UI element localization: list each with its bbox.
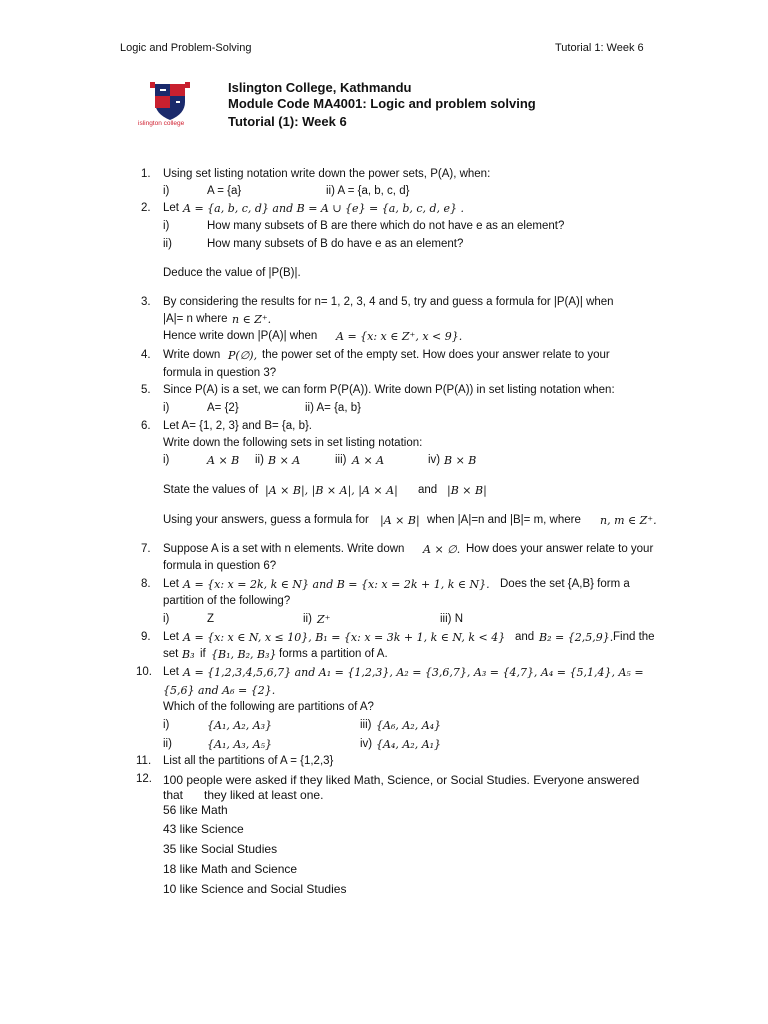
math-expression: A = {1,2,3,4,5,6,7} and A₁ = {1,2,3}, A₂ = {3,6,7}, A₃ = {4,7}, A₄ = {5,1,4}, A₅ =: [183, 666, 644, 679]
question-text: ii) A = {a, b, c, d}: [326, 185, 410, 197]
question-text: Since P(A) is a set, we can form P(P(A)). Write down P(P(A)) in set listing notation when:: [163, 384, 615, 396]
question-text: set: [163, 648, 179, 660]
question-text: that: [163, 788, 184, 802]
math-expression: {A₆, A₂, A₄}: [376, 719, 442, 732]
question-text: iii): [335, 454, 347, 466]
question-text: iii) N: [440, 613, 463, 625]
math-expression: {B₁, B₂, B₃}: [211, 648, 277, 661]
question-text: if: [200, 648, 206, 660]
question-number: 6.: [141, 420, 151, 432]
math-expression: |A × B|: [380, 514, 420, 527]
question-text: State the values of: [163, 484, 259, 496]
math-expression: {5,6} and A₆ = {2}.: [163, 684, 276, 697]
question-number: 1.: [141, 168, 151, 180]
question-text: A = {a}: [207, 185, 242, 197]
question-number: 8.: [141, 578, 151, 590]
question-text: How does your answer relate to your: [466, 543, 654, 555]
logo-text: islington college: [138, 120, 185, 127]
question-text: forms a partition of A.: [279, 648, 388, 660]
question-text: Let A= {1, 2, 3} and B= {a, b}.: [163, 420, 312, 432]
question-text: Let: [163, 202, 179, 214]
question-text: iv): [360, 738, 373, 750]
question-text: i): [163, 454, 170, 466]
question-text: By considering the results for n= 1, 2, 3, 4 and 5, try and guess a formula for |P(A)| when: [163, 296, 614, 308]
question-text: Which of the following are partitions of A?: [163, 701, 374, 713]
question-text: Let: [163, 666, 179, 678]
header-right: Tutorial 1: Week 6: [555, 42, 644, 54]
question-text: i): [163, 185, 170, 197]
question-text: ii): [255, 454, 264, 466]
title-college: Islington College, Kathmandu: [228, 80, 412, 95]
math-expression: n, m ∈ Z⁺.: [600, 514, 657, 527]
question-text: How many subsets of B are there which do not have e as an element?: [207, 220, 565, 232]
question-text: 56 like Math: [163, 803, 228, 817]
math-expression: A = {x: x ∈ Z⁺, x < 9}.: [336, 330, 463, 343]
question-number: 12.: [136, 773, 152, 785]
math-expression: {A₁, A₃, A₅}: [207, 738, 273, 751]
question-text: Hence write down |P(A)| when: [163, 330, 318, 342]
question-text: Deduce the value of |P(B)|.: [163, 267, 301, 279]
math-expression: {A₁, A₂, A₃}: [207, 719, 273, 732]
question-text: ii): [163, 238, 172, 250]
question-text: Find the: [613, 631, 655, 643]
math-expression: A = {x: x ∈ N, x ≤ 10}, B₁ = {x: x = 3k + 1, k ∈ N, k < 4}: [183, 631, 506, 644]
question-text: Using your answers, guess a formula for: [163, 514, 369, 526]
math-expression: |A × B|, |B × A|, |A × A|: [265, 484, 398, 497]
question-text: when |A|=n and |B|= m, where: [427, 514, 581, 526]
question-number: 3.: [141, 296, 151, 308]
question-text: 43 like Science: [163, 822, 244, 836]
title-tutorial: Tutorial (1): Week 6: [228, 114, 347, 129]
math-expression: B₃: [182, 648, 195, 661]
question-number: 2.: [141, 202, 151, 214]
question-text: A= {2}: [207, 402, 239, 414]
math-expression: B × A: [268, 454, 301, 467]
question-text: iv): [428, 454, 441, 466]
question-text: formula in question 6?: [163, 560, 277, 572]
question-text: i): [163, 613, 170, 625]
question-text: i): [163, 719, 170, 731]
question-number: 11.: [136, 755, 152, 767]
question-text: Write down the following sets in set listing notation:: [163, 437, 423, 449]
math-expression: B₂ = {2,5,9}.: [539, 631, 614, 644]
question-text: Write down: [163, 349, 221, 361]
math-expression: A = {x: x = 2k, k ∈ N} and B = {x: x = 2k + 1, k ∈ N}.: [183, 578, 490, 591]
question-text: iii): [360, 719, 372, 731]
question-text: i): [163, 402, 170, 414]
question-number: 10.: [136, 666, 152, 678]
question-text: formula in question 3?: [163, 367, 277, 379]
question-text: 18 like Math and Science: [163, 862, 298, 876]
question-text: ii): [163, 738, 172, 750]
question-text: and: [515, 631, 535, 643]
question-text: Using set listing notation write down the power sets, P(A), when:: [163, 168, 491, 180]
math-expression: B × B: [444, 454, 477, 467]
math-expression: n ∈ Z⁺.: [232, 313, 272, 326]
question-text: they liked at least one.: [204, 788, 324, 802]
question-text: How many subsets of B do have e as an element?: [207, 238, 464, 250]
question-text: and: [418, 484, 438, 496]
question-text: the power set of the empty set. How does your answer relate to your: [262, 349, 610, 361]
question-text: Suppose A is a set with n elements. Write down: [163, 543, 405, 555]
math-expression: P(∅),: [228, 349, 258, 362]
question-number: 4.: [141, 349, 151, 361]
math-expression: A × B: [207, 454, 240, 467]
math-expression: Z⁺: [317, 613, 331, 626]
header-left: Logic and Problem-Solving: [120, 42, 252, 54]
question-text: Z: [207, 613, 215, 625]
question-text: Does the set {A,B} form a: [500, 578, 630, 590]
question-text: partition of the following?: [163, 595, 291, 607]
math-expression: {A₄, A₂, A₁}: [376, 738, 442, 751]
title-module: Module Code MA4001: Logic and problem solving: [228, 96, 536, 111]
math-expression: A = {a, b, c, d} and B = A ∪ {e} = {a, b, c, d, e} .: [183, 202, 465, 215]
question-text: ii): [303, 613, 312, 625]
question-text: i): [163, 220, 170, 232]
question-text: 100 people were asked if they liked Math, Science, or Social Studies. Everyone answered: [163, 773, 640, 787]
question-number: 7.: [141, 543, 151, 555]
question-text: 35 like Social Studies: [163, 842, 278, 856]
math-expression: A × ∅.: [423, 543, 461, 556]
question-text: ii) A= {a, b}: [305, 402, 361, 414]
college-logo: [138, 82, 202, 130]
math-expression: |B × B|: [447, 484, 487, 497]
question-text: 10 like Science and Social Studies: [163, 882, 347, 896]
question-number: 5.: [141, 384, 151, 396]
question-text: Let: [163, 578, 179, 590]
question-text: List all the partitions of A = {1,2,3}: [163, 755, 334, 767]
question-number: 9.: [141, 631, 151, 643]
question-text: |A|= n where: [163, 313, 228, 325]
question-text: Let: [163, 631, 179, 643]
math-expression: A × A: [352, 454, 385, 467]
